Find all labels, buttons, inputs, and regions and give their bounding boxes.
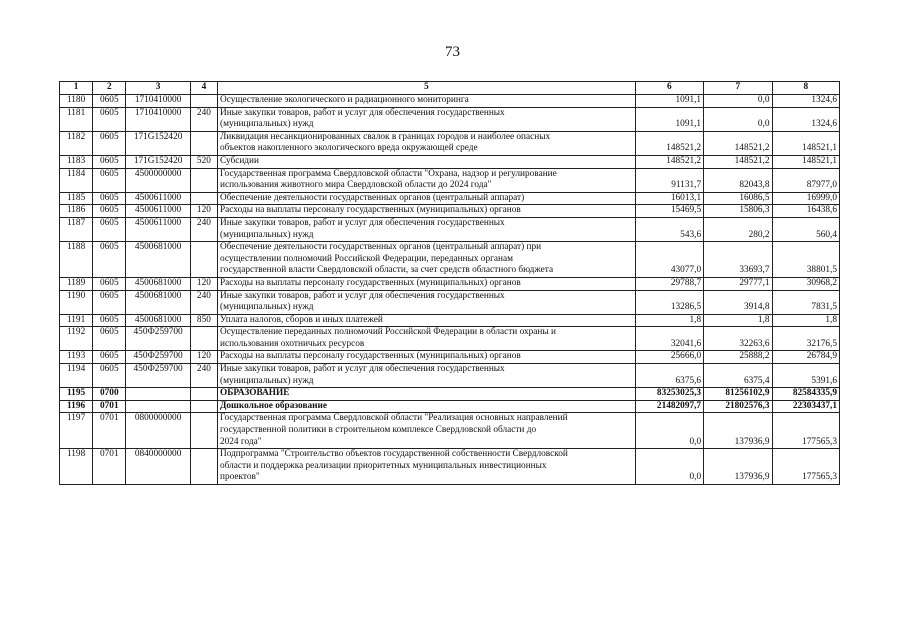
- target-code-cell: 4500681000: [126, 277, 190, 290]
- section-code-cell: 0605: [93, 217, 126, 241]
- amount-col7-cell: 1,8: [704, 314, 772, 327]
- description-cell: Осуществление переданных полномочий Российской Федерации в области охраны и использования охотничьих ресурсов: [217, 327, 635, 351]
- expense-type-cell: 240: [190, 290, 217, 314]
- row-number-cell: 1187: [60, 217, 93, 241]
- amount-col6-cell: 32041,6: [635, 327, 703, 351]
- section-code-cell: 0605: [93, 242, 126, 278]
- amount-col7-cell: 148521,2: [704, 155, 772, 168]
- amount-col6-cell: 13286,5: [635, 290, 703, 314]
- amount-col8-cell: 82584335,9: [772, 388, 839, 401]
- expense-type-cell: [190, 388, 217, 401]
- target-code-cell: 4500611000: [126, 192, 190, 205]
- amount-col6-cell: 1,8: [635, 314, 703, 327]
- amount-col7-cell: 21802576,3: [704, 400, 772, 413]
- amount-col8-cell: 148521,1: [772, 131, 839, 155]
- section-code-cell: 0605: [93, 107, 126, 131]
- row-number-cell: 1180: [60, 95, 93, 108]
- amount-col8-cell: 30968,2: [772, 277, 839, 290]
- amount-col8-cell: 7831,5: [772, 290, 839, 314]
- description-cell: Осуществление экологического и радиационного мониторинга: [217, 95, 635, 108]
- description-cell: Обеспечение деятельности государственных органов (центральный аппарат): [217, 192, 635, 205]
- amount-col8-cell: 87977,0: [772, 168, 839, 192]
- target-code-cell: [126, 400, 190, 413]
- table-row: [60, 155, 840, 168]
- description-cell: Субсидии: [217, 155, 635, 168]
- row-number-cell: 1196: [60, 400, 93, 413]
- header-cell: 1: [60, 82, 93, 95]
- amount-col8-cell: 26784,9: [772, 351, 839, 364]
- table-row: [60, 107, 840, 131]
- row-number-cell: 1191: [60, 314, 93, 327]
- section-code-cell: 0605: [93, 327, 126, 351]
- section-code-cell: 0605: [93, 290, 126, 314]
- description-cell: Дошкольное образование: [217, 400, 635, 413]
- header-cell: 7: [704, 82, 772, 95]
- amount-col7-cell: 82043,8: [704, 168, 772, 192]
- description-cell: Обеспечение деятельности государственных органов (центральный аппарат) при осуществлении полномочий Российской Федерации, переданных органам государственной власти Свердловской области, за счет средств областного бюджета: [217, 242, 635, 278]
- expense-type-cell: 240: [190, 107, 217, 131]
- description-cell: Государственная программа Свердловской области "Охрана, надзор и регулирование использования животного мира Свердловской области до 2024 года": [217, 168, 635, 192]
- description-cell: Подпрограмма "Строительство объектов государственной собственности Свердловской области и поддержка реализации приоритетных муниципальных инвестиционных проектов": [217, 449, 635, 485]
- expense-type-cell: 850: [190, 314, 217, 327]
- section-code-cell: 0700: [93, 388, 126, 401]
- table-row: [60, 314, 840, 327]
- target-code-cell: 4500000000: [126, 168, 190, 192]
- target-code-cell: 1710410000: [126, 107, 190, 131]
- section-code-cell: 0701: [93, 413, 126, 449]
- row-number-cell: 1192: [60, 327, 93, 351]
- row-number-cell: 1190: [60, 290, 93, 314]
- amount-col6-cell: 15469,5: [635, 205, 703, 218]
- expense-type-cell: [190, 131, 217, 155]
- table-row: [60, 205, 840, 218]
- amount-col6-cell: 6375,6: [635, 364, 703, 388]
- amount-col8-cell: 1,8: [772, 314, 839, 327]
- table-row: [60, 192, 840, 205]
- target-code-cell: 450Ф259700: [126, 351, 190, 364]
- description-cell: Иные закупки товаров, работ и услуг для обеспечения государственных (муниципальных) нужд: [217, 217, 635, 241]
- target-code-cell: 450Ф259700: [126, 327, 190, 351]
- amount-col7-cell: 280,2: [704, 217, 772, 241]
- amount-col8-cell: 177565,3: [772, 413, 839, 449]
- expense-type-cell: [190, 168, 217, 192]
- section-code-cell: 0605: [93, 277, 126, 290]
- table-row: [60, 364, 840, 388]
- row-number-cell: 1183: [60, 155, 93, 168]
- header-cell: 5: [217, 82, 635, 95]
- description-cell: Государственная программа Свердловской области "Реализация основных направлений государственной политики в строительном комплексе Свердловской области до 2024 года": [217, 413, 635, 449]
- section-code-cell: 0605: [93, 192, 126, 205]
- table-row: [60, 277, 840, 290]
- table-row: [60, 413, 840, 449]
- amount-col8-cell: 16999,0: [772, 192, 839, 205]
- amount-col8-cell: 38801,5: [772, 242, 839, 278]
- amount-col7-cell: 0,0: [704, 95, 772, 108]
- amount-col7-cell: 6375,4: [704, 364, 772, 388]
- expense-type-cell: 120: [190, 205, 217, 218]
- expense-type-cell: [190, 449, 217, 485]
- target-code-cell: 4500681000: [126, 242, 190, 278]
- expense-type-cell: 120: [190, 277, 217, 290]
- table-row: [60, 327, 840, 351]
- table-body: [60, 95, 840, 485]
- row-number-cell: 1193: [60, 351, 93, 364]
- header-cell: 8: [772, 82, 839, 95]
- section-code-cell: 0605: [93, 95, 126, 108]
- amount-col7-cell: 32263,6: [704, 327, 772, 351]
- target-code-cell: 4500681000: [126, 290, 190, 314]
- description-cell: Расходы на выплаты персоналу государственных (муниципальных) органов: [217, 205, 635, 218]
- row-number-cell: 1195: [60, 388, 93, 401]
- amount-col7-cell: 29777,1: [704, 277, 772, 290]
- amount-col6-cell: 148521,2: [635, 131, 703, 155]
- amount-col6-cell: 543,6: [635, 217, 703, 241]
- table-row: [60, 131, 840, 155]
- target-code-cell: [126, 388, 190, 401]
- amount-col8-cell: 16438,6: [772, 205, 839, 218]
- budget-table: [59, 81, 840, 485]
- target-code-cell: 171G152420: [126, 131, 190, 155]
- amount-col6-cell: 16013,1: [635, 192, 703, 205]
- header-cell: 2: [93, 82, 126, 95]
- row-number-cell: 1194: [60, 364, 93, 388]
- expense-type-cell: [190, 95, 217, 108]
- row-number-cell: 1181: [60, 107, 93, 131]
- expense-type-cell: 240: [190, 217, 217, 241]
- expense-type-cell: [190, 242, 217, 278]
- target-code-cell: 450Ф259700: [126, 364, 190, 388]
- amount-col6-cell: 1091,1: [635, 107, 703, 131]
- row-number-cell: 1184: [60, 168, 93, 192]
- section-code-cell: 0605: [93, 314, 126, 327]
- table-row: [60, 449, 840, 485]
- description-cell: Иные закупки товаров, работ и услуг для обеспечения государственных (муниципальных) нужд: [217, 290, 635, 314]
- row-number-cell: 1198: [60, 449, 93, 485]
- table-row: [60, 351, 840, 364]
- amount-col8-cell: 177565,3: [772, 449, 839, 485]
- row-number-cell: 1182: [60, 131, 93, 155]
- table-row: [60, 400, 840, 413]
- target-code-cell: 171G152420: [126, 155, 190, 168]
- header-cell: 4: [190, 82, 217, 95]
- amount-col6-cell: 29788,7: [635, 277, 703, 290]
- table-row: [60, 95, 840, 108]
- amount-col7-cell: 25888,2: [704, 351, 772, 364]
- table-row: [60, 217, 840, 241]
- section-code-cell: 0605: [93, 155, 126, 168]
- row-number-cell: 1197: [60, 413, 93, 449]
- page-number: 73: [445, 44, 460, 60]
- expense-type-cell: 520: [190, 155, 217, 168]
- description-cell: ОБРАЗОВАНИЕ: [217, 388, 635, 401]
- amount-col7-cell: 137936,9: [704, 413, 772, 449]
- target-code-cell: 1710410000: [126, 95, 190, 108]
- table-row: [60, 242, 840, 278]
- table-row: [60, 168, 840, 192]
- amount-col6-cell: 21482097,7: [635, 400, 703, 413]
- amount-col6-cell: 0,0: [635, 449, 703, 485]
- target-code-cell: 4500611000: [126, 217, 190, 241]
- amount-col6-cell: 148521,2: [635, 155, 703, 168]
- amount-col6-cell: 43077,0: [635, 242, 703, 278]
- amount-col7-cell: 16086,5: [704, 192, 772, 205]
- target-code-cell: 4500611000: [126, 205, 190, 218]
- expense-type-cell: 120: [190, 351, 217, 364]
- amount-col6-cell: 25666,0: [635, 351, 703, 364]
- target-code-cell: 0800000000: [126, 413, 190, 449]
- section-code-cell: 0701: [93, 400, 126, 413]
- description-cell: Иные закупки товаров, работ и услуг для обеспечения государственных (муниципальных) нужд: [217, 107, 635, 131]
- description-cell: Ликвидация несанкционированных свалок в границах городов и наиболее опасных объектов накопленного экологического вреда окружающей среде: [217, 131, 635, 155]
- amount-col8-cell: 22303437,1: [772, 400, 839, 413]
- description-cell: Расходы на выплаты персоналу государственных (муниципальных) органов: [217, 351, 635, 364]
- description-cell: Расходы на выплаты персоналу государственных (муниципальных) органов: [217, 277, 635, 290]
- amount-col7-cell: 3914,8: [704, 290, 772, 314]
- amount-col8-cell: 5391,6: [772, 364, 839, 388]
- row-number-cell: 1186: [60, 205, 93, 218]
- section-code-cell: 0605: [93, 168, 126, 192]
- expense-type-cell: [190, 413, 217, 449]
- amount-col7-cell: 0,0: [704, 107, 772, 131]
- amount-col6-cell: 0,0: [635, 413, 703, 449]
- amount-col8-cell: 1324,6: [772, 95, 839, 108]
- header-cell: 3: [126, 82, 190, 95]
- amount-col7-cell: 148521,2: [704, 131, 772, 155]
- expense-type-cell: [190, 327, 217, 351]
- header-cell: 6: [635, 82, 703, 95]
- amount-col6-cell: 83253025,3: [635, 388, 703, 401]
- section-code-cell: 0605: [93, 131, 126, 155]
- amount-col7-cell: 15806,3: [704, 205, 772, 218]
- section-code-cell: 0701: [93, 449, 126, 485]
- description-cell: Иные закупки товаров, работ и услуг для обеспечения государственных (муниципальных) нужд: [217, 364, 635, 388]
- amount-col8-cell: 1324,6: [772, 107, 839, 131]
- amount-col8-cell: 148521,1: [772, 155, 839, 168]
- amount-col7-cell: 33693,7: [704, 242, 772, 278]
- amount-col6-cell: 91131,7: [635, 168, 703, 192]
- expense-type-cell: [190, 192, 217, 205]
- amount-col8-cell: 32176,5: [772, 327, 839, 351]
- amount-col7-cell: 81256102,9: [704, 388, 772, 401]
- amount-col7-cell: 137936,9: [704, 449, 772, 485]
- row-number-cell: 1189: [60, 277, 93, 290]
- row-number-cell: 1185: [60, 192, 93, 205]
- expense-type-cell: 240: [190, 364, 217, 388]
- section-code-cell: 0605: [93, 364, 126, 388]
- target-code-cell: 0840000000: [126, 449, 190, 485]
- amount-col8-cell: 560,4: [772, 217, 839, 241]
- amount-col6-cell: 1091,1: [635, 95, 703, 108]
- description-cell: Уплата налогов, сборов и иных платежей: [217, 314, 635, 327]
- section-code-cell: 0605: [93, 351, 126, 364]
- expense-type-cell: [190, 400, 217, 413]
- section-code-cell: 0605: [93, 205, 126, 218]
- target-code-cell: 4500681000: [126, 314, 190, 327]
- header-row: [60, 82, 840, 95]
- table-row: [60, 290, 840, 314]
- table-row: [60, 388, 840, 401]
- row-number-cell: 1188: [60, 242, 93, 278]
